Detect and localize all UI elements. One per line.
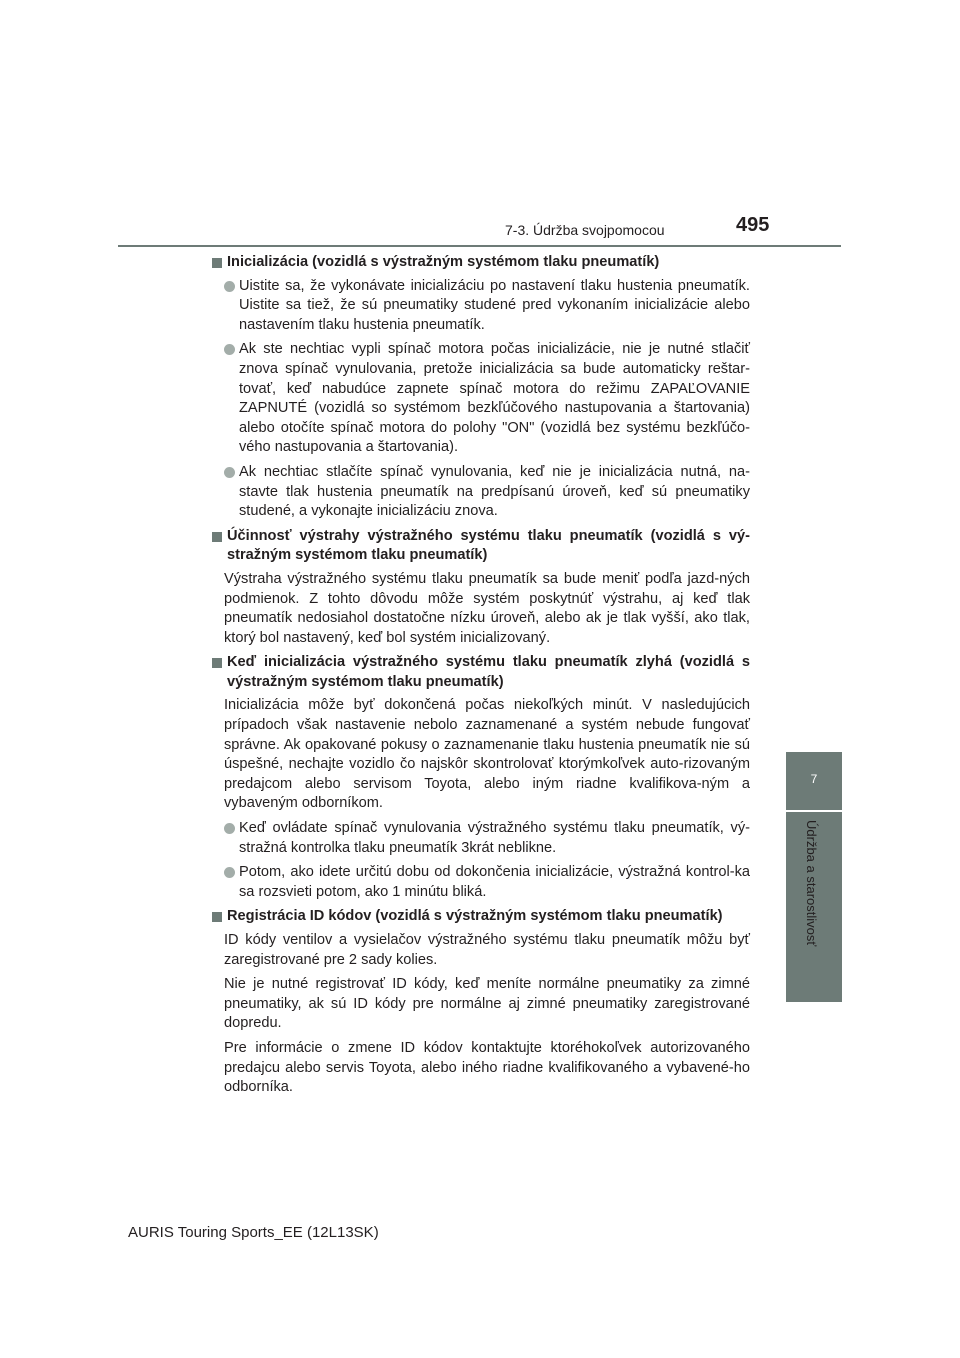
section-heading-text: Registrácia ID kódov (vozidlá s výstražným systémom tlaku pneumatík) xyxy=(227,908,723,925)
paragraph: Pre informácie o zmene ID kódov kontaktujte ktoréhokoľvek autorizovaného predajcu alebo servis Toyota, alebo iného riadne kvalifikovaného a vybavené-ho odborníka. xyxy=(224,1039,750,1096)
list-item-text: Uistite sa, že vykonávate inicializáciu po nastavení tlaku hustenia pneumatík. Uistite sa tiež, že sú pneumatiky studené pred vykonaním inicializácie alebo nastavením tlaku hustenia pneumatík. xyxy=(239,277,750,333)
header-divider xyxy=(118,245,841,247)
square-bullet-icon xyxy=(212,658,222,668)
list-item-text: Potom, ako idete určitú dobu od dokončenia inicializácie, výstražná kontrol-ka sa rozsvieti potom, ako 1 minútu bliká. xyxy=(239,864,750,900)
header-section-title: 7-3. Údržba svojpomocou xyxy=(505,222,665,238)
section-heading-text: Keď inicializácia výstražného systému tlaku pneumatík zlyhá (vozidlá s výstražným systémom tlaku pneumatík) xyxy=(227,654,750,690)
circle-bullet-icon xyxy=(224,344,235,355)
square-bullet-icon xyxy=(212,258,222,268)
section-heading xyxy=(210,907,750,927)
square-bullet-icon xyxy=(212,532,222,542)
paragraph: Nie je nutné registrovať ID kódy, keď meníte normálne pneumatiky za zimné pneumatiky, ak sú ID kódy pre normálne aj zimné pneumatiky zaregistrované dopredu. xyxy=(224,976,750,1032)
paragraph: Výstraha výstražného systému tlaku pneumatík sa bude meniť podľa jazd-ných podmienok. Z tohto dôvodu môže systém poskytnúť výstrahu, aj keď tlak pneumatík nedosiahol dostatočne nízku úroveň, alebo ak je tlak vyšší, ako tlak, ktorý bol nastavený, keď bol systém inicializovaný. xyxy=(224,570,750,646)
list-item-text: Ak ste nechtiac vypli spínač motora počas inicializácie, nie je nutné stlačiť znova spínač vynulovania, pretože inicializácia sa bude automaticky reštar-tovať, keď nabudúce zapnete spínač motora do režimu ZAPAĽOVANIE ZAPNUTÉ (vozidlá so systémom bezkľúčového nastupovania a štartovania) alebo otočíte spínač motora do polohy "ON" (vozidlá bez systému bezkľúčo-vého nastupovania a štartovania). xyxy=(239,341,750,456)
chapter-tab xyxy=(786,752,842,810)
list-item xyxy=(210,863,750,902)
list-item-text: Ak nechtiac stlačíte spínač vynulovania, keď nie je inicializácia nutná, na-stavte tlak hustenia pneumatík na predpísanú úroveň, keď sú pneumatiky studené, a vykonajte inicializáciu znova. xyxy=(239,463,750,520)
list-item xyxy=(210,277,750,336)
circle-bullet-icon xyxy=(224,281,235,292)
circle-bullet-icon xyxy=(224,467,235,478)
section-heading xyxy=(210,653,750,692)
paragraph: Inicializácia môže byť dokončená počas niekoľkých minút. V nasledujúcich prípadoch však nastavenie nebolo zaznamenané a systém nebude fungovať správne. Ak opakované pokusy o zaznamenanie tlaku hustenia pneumatík nie sú úspešné, nechajte vozidlo čo najskôr skontrolovať ktorýmkoľvek auto-rizovaným predajcom alebo servisom Toyota, alebo iným riadne kvalifikova-ným a vybaveným odborníkom. xyxy=(224,697,750,812)
chapter-number: 7 xyxy=(810,772,818,786)
section-heading xyxy=(210,253,750,273)
square-bullet-icon xyxy=(212,912,222,922)
list-item xyxy=(210,340,750,458)
list-item-text: Keď ovládate spínač vynulovania výstražného systému tlaku pneumatík, vý-stražná kontrolka tlaku pneumatík 3krát neblikne. xyxy=(239,820,750,856)
section-heading-text: Účinnosť výstrahy výstražného systému tlaku pneumatík (vozidlá s vý-stražným systémom tlaku pneumatík) xyxy=(227,527,750,564)
paragraph: ID kódy ventilov a vysielačov výstražného systému tlaku pneumatík môžu byť zaregistrované pre 2 sady kolies. xyxy=(224,932,750,968)
section-heading xyxy=(210,527,750,566)
list-item xyxy=(210,463,750,522)
circle-bullet-icon xyxy=(224,867,235,878)
circle-bullet-icon xyxy=(224,823,235,834)
list-item xyxy=(210,819,750,858)
chapter-title: Údržba a starostlivosť xyxy=(804,820,819,947)
footer-model-code: AURIS Touring Sports_EE (12L13SK) xyxy=(128,1224,379,1241)
section-heading-text: Inicializácia (vozidlá s výstražným systémom tlaku pneumatík) xyxy=(227,254,660,270)
page-content xyxy=(210,253,750,1103)
page-number: 495 xyxy=(736,214,770,236)
